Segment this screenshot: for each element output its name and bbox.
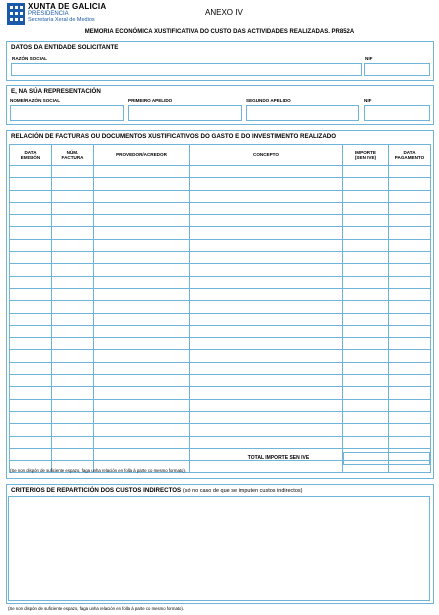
table-cell[interactable] bbox=[52, 424, 94, 436]
table-row bbox=[10, 202, 431, 214]
table-cell[interactable] bbox=[94, 301, 190, 313]
table-row bbox=[10, 424, 431, 436]
table-cell[interactable] bbox=[389, 288, 431, 300]
company-name-label: RAZÓN SOCIAL bbox=[12, 56, 47, 61]
total-label: TOTAL IMPORTE SEN IVE bbox=[247, 455, 310, 461]
table-cell[interactable] bbox=[190, 313, 343, 325]
rep-name-field[interactable] bbox=[10, 105, 124, 121]
table-cell[interactable] bbox=[10, 399, 52, 411]
applicant-section bbox=[6, 41, 434, 81]
org-name: XUNTA DE GALICIA bbox=[28, 2, 107, 11]
table-cell[interactable] bbox=[389, 190, 431, 202]
table-cell[interactable] bbox=[52, 202, 94, 214]
table-cell[interactable] bbox=[94, 276, 190, 288]
table-cell[interactable] bbox=[343, 424, 389, 436]
table-row bbox=[10, 288, 431, 300]
table-cell[interactable] bbox=[190, 375, 343, 387]
table-row bbox=[10, 178, 431, 190]
table-cell[interactable] bbox=[343, 215, 389, 227]
table-cell[interactable] bbox=[52, 338, 94, 350]
table-cell[interactable] bbox=[10, 313, 52, 325]
table-cell[interactable] bbox=[389, 215, 431, 227]
table-cell[interactable] bbox=[10, 178, 52, 190]
col-concept: CONCEPTO bbox=[190, 145, 343, 166]
table-cell[interactable] bbox=[389, 313, 431, 325]
table-cell[interactable] bbox=[190, 239, 343, 251]
org-block bbox=[28, 3, 106, 23]
table-cell[interactable] bbox=[10, 252, 52, 264]
table-cell[interactable] bbox=[190, 436, 343, 448]
table-cell[interactable] bbox=[10, 375, 52, 387]
table-row bbox=[10, 252, 431, 264]
table-cell[interactable] bbox=[343, 166, 389, 178]
applicant-nif-field[interactable] bbox=[364, 63, 430, 76]
table-cell[interactable] bbox=[94, 252, 190, 264]
table-cell[interactable] bbox=[343, 239, 389, 251]
table-cell[interactable] bbox=[94, 190, 190, 202]
table-cell[interactable] bbox=[52, 227, 94, 239]
table-cell[interactable] bbox=[10, 264, 52, 276]
table-cell[interactable] bbox=[389, 276, 431, 288]
table-cell[interactable] bbox=[10, 411, 52, 423]
table-cell[interactable] bbox=[343, 313, 389, 325]
table-cell[interactable] bbox=[190, 362, 343, 374]
invoice-table-header bbox=[10, 145, 431, 166]
table-cell[interactable] bbox=[94, 350, 190, 362]
table-row bbox=[10, 227, 431, 239]
table-cell[interactable] bbox=[94, 313, 190, 325]
table-cell[interactable] bbox=[343, 252, 389, 264]
table-cell[interactable] bbox=[52, 411, 94, 423]
table-cell[interactable] bbox=[343, 375, 389, 387]
table-cell[interactable] bbox=[343, 178, 389, 190]
table-cell[interactable] bbox=[389, 411, 431, 423]
table-cell[interactable] bbox=[10, 239, 52, 251]
table-cell[interactable] bbox=[94, 411, 190, 423]
table-cell[interactable] bbox=[94, 264, 190, 276]
table-cell[interactable] bbox=[389, 338, 431, 350]
table-row bbox=[10, 350, 431, 362]
rep-surname2-field[interactable] bbox=[246, 105, 359, 121]
invoice-table bbox=[9, 144, 431, 473]
table-cell[interactable] bbox=[52, 313, 94, 325]
table-row bbox=[10, 276, 431, 288]
table-cell[interactable] bbox=[94, 227, 190, 239]
table-row bbox=[10, 325, 431, 337]
rep-nif-label: NIF bbox=[364, 98, 372, 103]
table-row bbox=[10, 301, 431, 313]
table-cell[interactable] bbox=[94, 362, 190, 374]
table-cell[interactable] bbox=[190, 227, 343, 239]
table-cell[interactable] bbox=[94, 448, 190, 460]
table-cell[interactable] bbox=[343, 399, 389, 411]
table-cell[interactable] bbox=[94, 325, 190, 337]
table-cell[interactable] bbox=[94, 215, 190, 227]
table-cell[interactable] bbox=[343, 411, 389, 423]
table-cell[interactable] bbox=[190, 338, 343, 350]
table-cell[interactable] bbox=[389, 301, 431, 313]
table-row bbox=[10, 239, 431, 251]
rep-surname1-field[interactable] bbox=[128, 105, 242, 121]
rep-nif-field[interactable] bbox=[364, 105, 430, 121]
table-cell[interactable] bbox=[389, 387, 431, 399]
table-cell[interactable] bbox=[389, 325, 431, 337]
table-cell[interactable] bbox=[10, 362, 52, 374]
table-cell[interactable] bbox=[343, 325, 389, 337]
table-cell[interactable] bbox=[190, 215, 343, 227]
table-row bbox=[10, 387, 431, 399]
table-cell[interactable] bbox=[10, 215, 52, 227]
table-cell[interactable] bbox=[52, 350, 94, 362]
table-cell[interactable] bbox=[190, 166, 343, 178]
applicant-nif-label: NIF bbox=[365, 56, 373, 61]
table-cell[interactable] bbox=[389, 178, 431, 190]
table-cell[interactable] bbox=[52, 239, 94, 251]
table-cell[interactable] bbox=[190, 350, 343, 362]
table-cell[interactable] bbox=[10, 288, 52, 300]
rep-surname1-label: PRIMEIRO APELIDO bbox=[128, 98, 173, 103]
table-cell[interactable] bbox=[94, 178, 190, 190]
table-cell[interactable] bbox=[52, 362, 94, 374]
table-cell[interactable] bbox=[52, 288, 94, 300]
table-cell[interactable] bbox=[343, 362, 389, 374]
table-cell[interactable] bbox=[52, 276, 94, 288]
col-amount: IMPORTE (SEN IVE) bbox=[343, 145, 389, 166]
table-cell[interactable] bbox=[389, 202, 431, 214]
table-row bbox=[10, 338, 431, 350]
table-cell[interactable] bbox=[190, 387, 343, 399]
table-cell[interactable] bbox=[389, 436, 431, 448]
table-cell[interactable] bbox=[389, 239, 431, 251]
table-row bbox=[10, 411, 431, 423]
form-title: MEMORIA ECONÓMICA XUSTIFICATIVA DO CUSTO DAS ACTIVIDADES REALIZADAS. PR852A bbox=[84, 29, 355, 35]
table-row bbox=[10, 190, 431, 202]
table-cell[interactable] bbox=[52, 375, 94, 387]
table-cell[interactable] bbox=[343, 288, 389, 300]
col-payment-date: DATA PAGAMENTO bbox=[389, 145, 431, 166]
invoice-table-body bbox=[10, 166, 431, 473]
col-issue-date: DATA EMISIÓN bbox=[10, 145, 52, 166]
invoices-section-title: RELACIÓN DE FACTURAS OU DOCUMENTOS XUSTIFICATIVOS DO GASTO E DO INVESTIMENTO REALIZADO bbox=[11, 133, 337, 140]
annex-label: ANEXO IV bbox=[205, 8, 243, 17]
table-cell[interactable] bbox=[10, 436, 52, 448]
table-cell[interactable] bbox=[10, 338, 52, 350]
table-cell[interactable] bbox=[389, 399, 431, 411]
table-cell[interactable] bbox=[52, 387, 94, 399]
table-cell[interactable] bbox=[190, 424, 343, 436]
table-cell[interactable] bbox=[190, 190, 343, 202]
table-cell[interactable] bbox=[52, 301, 94, 313]
table-cell[interactable] bbox=[94, 387, 190, 399]
table-cell[interactable] bbox=[343, 387, 389, 399]
table-cell[interactable] bbox=[10, 166, 52, 178]
table-cell[interactable] bbox=[190, 301, 343, 313]
table-cell[interactable] bbox=[52, 166, 94, 178]
xunta-logo-icon bbox=[7, 3, 25, 25]
table-cell[interactable] bbox=[94, 166, 190, 178]
table-cell[interactable] bbox=[52, 436, 94, 448]
table-row bbox=[10, 264, 431, 276]
table-cell[interactable] bbox=[190, 178, 343, 190]
table-cell[interactable] bbox=[389, 350, 431, 362]
criteria-space-note: (Se non dispón de suficiente espazo, faga unha relación en folla á parte co mesmo formato). bbox=[8, 606, 185, 611]
table-row bbox=[10, 362, 431, 374]
table-cell[interactable] bbox=[94, 424, 190, 436]
table-cell[interactable] bbox=[94, 375, 190, 387]
table-cell[interactable] bbox=[94, 436, 190, 448]
table-cell[interactable] bbox=[94, 338, 190, 350]
table-cell[interactable] bbox=[389, 252, 431, 264]
table-cell[interactable] bbox=[52, 448, 94, 460]
table-cell[interactable] bbox=[343, 350, 389, 362]
table-cell[interactable] bbox=[389, 264, 431, 276]
table-cell[interactable] bbox=[10, 190, 52, 202]
col-invoice-number: NÚM. FACTURA bbox=[52, 145, 94, 166]
table-cell[interactable] bbox=[389, 227, 431, 239]
table-row bbox=[10, 166, 431, 178]
table-cell[interactable] bbox=[343, 301, 389, 313]
table-cell[interactable] bbox=[190, 461, 343, 473]
table-cell[interactable] bbox=[190, 411, 343, 423]
applicant-section-title: DATOS DA ENTIDADE SOLICITANTE bbox=[11, 44, 119, 51]
table-cell[interactable] bbox=[343, 436, 389, 448]
table-cell[interactable] bbox=[343, 264, 389, 276]
table-cell[interactable] bbox=[389, 166, 431, 178]
table-row bbox=[10, 399, 431, 411]
criteria-title-note: (só no caso de que se imputen custos indirectos) bbox=[182, 488, 303, 494]
table-cell[interactable] bbox=[10, 301, 52, 313]
table-cell[interactable] bbox=[94, 399, 190, 411]
table-cell[interactable] bbox=[94, 288, 190, 300]
table-cell[interactable] bbox=[52, 264, 94, 276]
table-cell[interactable] bbox=[343, 338, 389, 350]
table-cell[interactable] bbox=[190, 264, 343, 276]
table-cell[interactable] bbox=[190, 288, 343, 300]
table-cell[interactable] bbox=[10, 424, 52, 436]
table-row bbox=[10, 436, 431, 448]
table-cell[interactable] bbox=[52, 399, 94, 411]
table-cell[interactable] bbox=[190, 325, 343, 337]
table-cell[interactable] bbox=[94, 239, 190, 251]
col-provider: PROVEDOR/ACREDOR bbox=[94, 145, 190, 166]
secretariat: Secretaría Xeral de Medios bbox=[28, 16, 95, 23]
table-cell[interactable] bbox=[10, 202, 52, 214]
table-cell[interactable] bbox=[10, 448, 52, 460]
table-cell[interactable] bbox=[389, 362, 431, 374]
rep-surname2-label: SEGUNDO APELIDO bbox=[246, 98, 291, 103]
table-cell[interactable] bbox=[10, 276, 52, 288]
table-cell[interactable] bbox=[190, 276, 343, 288]
table-cell[interactable] bbox=[10, 350, 52, 362]
company-name-field[interactable] bbox=[11, 63, 362, 76]
table-cell[interactable] bbox=[52, 325, 94, 337]
table-row bbox=[10, 313, 431, 325]
table-cell[interactable] bbox=[52, 178, 94, 190]
table-row bbox=[10, 375, 431, 387]
table-cell[interactable] bbox=[94, 202, 190, 214]
table-cell[interactable] bbox=[343, 190, 389, 202]
table-cell[interactable] bbox=[52, 215, 94, 227]
table-cell[interactable] bbox=[389, 424, 431, 436]
table-cell[interactable] bbox=[190, 399, 343, 411]
table-cell[interactable] bbox=[52, 252, 94, 264]
criteria-section-title: CRITERIOS DE REPARTICIÓN DOS CUSTOS INDIRECTOS (só no caso de que se imputen custos indirectos) bbox=[11, 487, 303, 494]
table-cell[interactable] bbox=[10, 325, 52, 337]
table-cell[interactable] bbox=[343, 276, 389, 288]
table-cell[interactable] bbox=[10, 387, 52, 399]
criteria-text-area[interactable] bbox=[8, 496, 430, 601]
department: PRESIDENCIA bbox=[28, 11, 69, 18]
table-cell[interactable] bbox=[52, 190, 94, 202]
table-cell[interactable] bbox=[389, 375, 431, 387]
table-cell[interactable] bbox=[190, 202, 343, 214]
table-cell[interactable] bbox=[343, 202, 389, 214]
table-cell[interactable] bbox=[10, 227, 52, 239]
rep-name-label: NOME/RAZÓN SOCIAL bbox=[10, 98, 61, 103]
total-amount-field[interactable] bbox=[343, 452, 430, 465]
representative-section-title: E, NA SÚA REPRESENTACIÓN bbox=[11, 88, 101, 95]
table-cell[interactable] bbox=[190, 252, 343, 264]
table-cell[interactable] bbox=[343, 227, 389, 239]
invoices-space-note: (Se non dispón de suficiente espazo, faga unha relación en folla á parte co mesmo formato). bbox=[10, 468, 187, 473]
representative-section bbox=[6, 85, 434, 125]
table-row bbox=[10, 215, 431, 227]
